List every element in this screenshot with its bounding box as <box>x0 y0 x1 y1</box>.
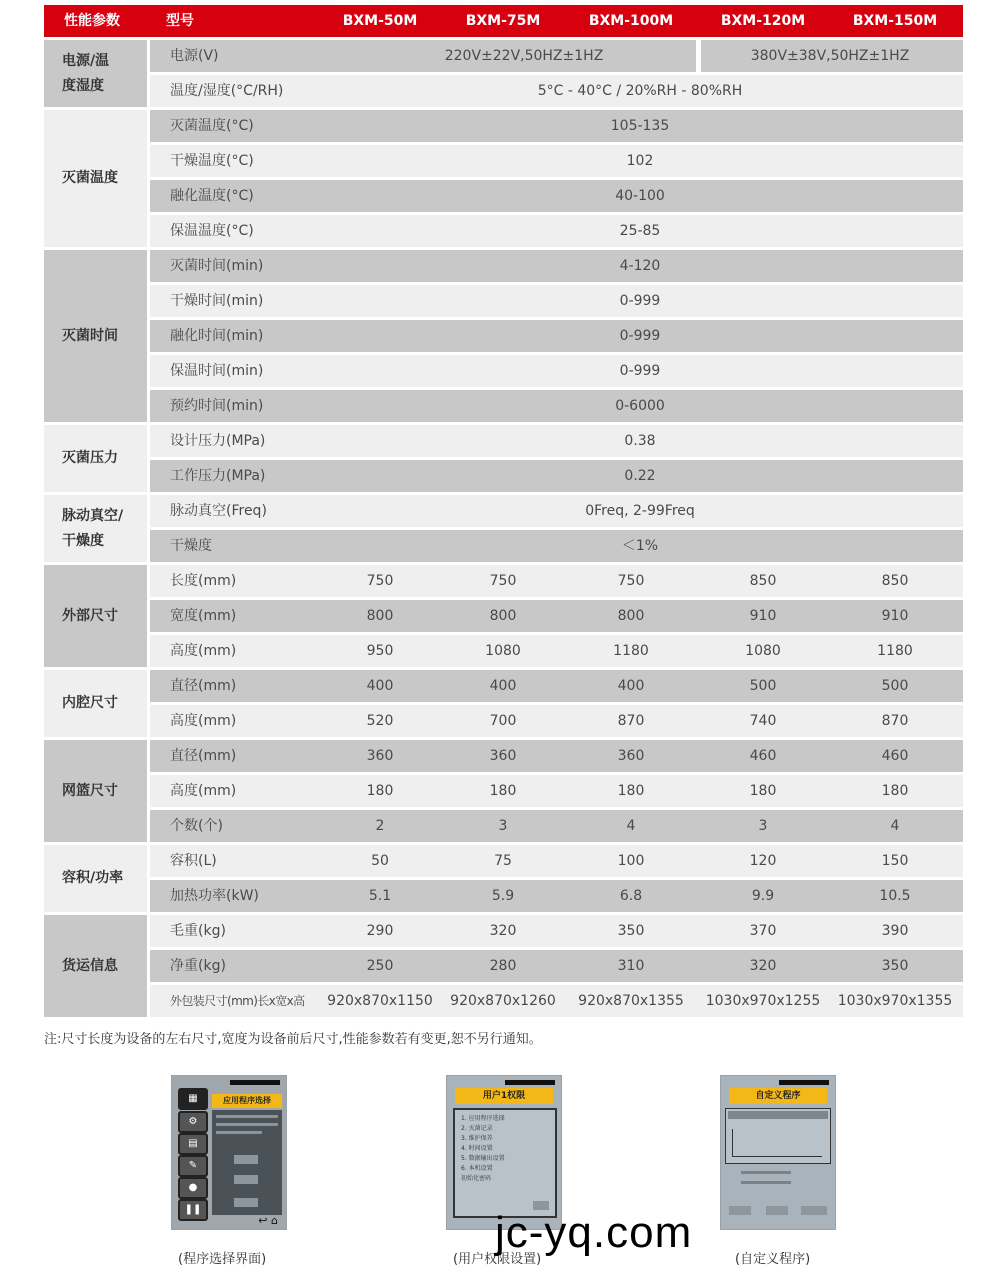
table-row <box>150 670 963 702</box>
table-row <box>150 495 963 527</box>
group-label: 容积/功率 <box>44 845 147 912</box>
param-label: 预约时间(min) <box>170 398 264 414</box>
table-row <box>150 530 963 562</box>
group-external-dimensions <box>44 565 963 667</box>
group-label-line: 电源/温 <box>62 52 110 69</box>
spec-table <box>44 5 963 1017</box>
group-sterilization-temperature <box>44 110 963 247</box>
value-cell: 400 <box>489 678 517 694</box>
caption: (程序选择界面) <box>178 1252 267 1267</box>
group-sterilization-pressure <box>44 425 963 492</box>
value-cell: 250 <box>366 958 394 974</box>
table-row <box>150 880 963 912</box>
value-cell: 910 <box>749 608 777 624</box>
value-cell: 370 <box>749 923 777 939</box>
value-cell: 102 <box>626 153 654 169</box>
table-row <box>150 810 963 842</box>
value-cell: 910 <box>881 608 909 624</box>
value-cell: 320 <box>489 923 517 939</box>
value-cell: 350 <box>881 958 909 974</box>
value-cell: 400 <box>366 678 394 694</box>
value-cell: 5.1 <box>368 888 392 904</box>
value-cell: 6.8 <box>619 888 643 904</box>
status-bar <box>779 1080 829 1085</box>
table-row <box>150 600 963 632</box>
table-row <box>150 145 963 177</box>
param-label: 长度(mm) <box>170 573 237 589</box>
value-cell: 180 <box>366 783 394 799</box>
param-label: 个数(个) <box>170 818 223 834</box>
group-label-line: 脉动真空/ <box>62 507 124 524</box>
screen-title: 应用程序选择 <box>212 1094 282 1108</box>
param-label: 干燥度 <box>170 538 212 554</box>
header-model: BXM-50M <box>342 13 418 29</box>
value-cell: 520 <box>366 713 394 729</box>
param-label: 灭菌时间(min) <box>170 258 264 274</box>
table-row <box>150 950 963 982</box>
value-cell: 0-999 <box>619 363 661 379</box>
param-label: 干燥温度(°C) <box>170 153 254 169</box>
wrench-icon: ✎ <box>178 1155 208 1177</box>
value-cell: 800 <box>489 608 517 624</box>
group-basket-dimensions <box>44 740 963 842</box>
value-cell: 75 <box>494 853 512 869</box>
value-cell: 920x870x1150 <box>327 993 433 1009</box>
screen-panel <box>212 1110 282 1215</box>
footnote: 注:尺寸长度为设备的左右尺寸,宽度为设备前后尺寸,性能参数若有变更,恕不另行通知。 <box>44 1032 542 1047</box>
param-label: 保温温度(°C) <box>170 223 254 239</box>
param-label: 宽度(mm) <box>170 608 237 624</box>
screenshot-user-permissions <box>446 1075 562 1230</box>
group-label <box>44 495 147 562</box>
value-cell: 9.9 <box>751 888 775 904</box>
menu-item: 4. 时间设置 <box>461 1145 493 1152</box>
value-cell: 920x870x1355 <box>578 993 684 1009</box>
value-cell: 150 <box>881 853 909 869</box>
value-cell: 180 <box>617 783 645 799</box>
value-cell: 750 <box>366 573 394 589</box>
value-cell: 40-100 <box>615 188 665 204</box>
record-icon: ▤ <box>178 1133 208 1155</box>
value-cell: 100 <box>617 853 645 869</box>
param-label: 高度(mm) <box>170 713 237 729</box>
group-label: 灭菌时间 <box>44 250 147 422</box>
value-cell: 50 <box>371 853 389 869</box>
value-cell: 740 <box>749 713 777 729</box>
divider <box>696 40 701 72</box>
param-label: 毛重(kg) <box>170 923 226 939</box>
table-row <box>150 285 963 317</box>
param-label: 容积(L) <box>170 853 217 869</box>
value-cell: 25-85 <box>619 223 661 239</box>
value-cell: 700 <box>489 713 517 729</box>
back-icon: ↩ ⌂ <box>258 1214 278 1227</box>
value-cell: 5.9 <box>491 888 515 904</box>
table-row <box>150 180 963 212</box>
group-label: 灭菌温度 <box>44 110 147 247</box>
value-cell: 105-135 <box>610 118 670 134</box>
program-icon: ▦ <box>178 1088 208 1110</box>
param-label: 净重(kg) <box>170 958 226 974</box>
message-icon: ● <box>178 1177 208 1199</box>
param-label: 直径(mm) <box>170 678 237 694</box>
screenshot-program-selection <box>171 1075 287 1230</box>
group-label: 内腔尺寸 <box>44 670 147 737</box>
value-cell: 1080 <box>485 643 521 659</box>
menu-item: 3. 维护保养 <box>461 1135 493 1142</box>
table-row <box>150 565 963 597</box>
value-cell: 1180 <box>613 643 649 659</box>
value-cell: 390 <box>881 923 909 939</box>
value-cell: 5°C - 40°C / 20%RH - 80%RH <box>537 83 743 99</box>
table-row <box>150 635 963 667</box>
param-label: 外包装尺寸(mm)长x宽x高 <box>170 994 305 1008</box>
group-sterilization-time <box>44 250 963 422</box>
value-cell: 0.38 <box>624 433 656 449</box>
status-bar <box>230 1080 280 1085</box>
table-row <box>150 320 963 352</box>
header-model: BXM-75M <box>465 13 541 29</box>
group-label <box>44 40 147 107</box>
value-cell: 850 <box>881 573 909 589</box>
value-cell: ＜1% <box>621 538 659 554</box>
header-model: BXM-150M <box>852 13 938 29</box>
header-category: 性能参数 <box>64 13 120 29</box>
pause-icon: ❚❚ <box>178 1199 208 1221</box>
table-row <box>150 215 963 247</box>
value-cell: 0-6000 <box>615 398 665 414</box>
menu-item: 1. 应用程序选择 <box>461 1115 505 1122</box>
value-cell: 280 <box>489 958 517 974</box>
value-cell: 0-999 <box>619 328 661 344</box>
value-cell: 400 <box>617 678 645 694</box>
screen-panel <box>453 1108 557 1218</box>
menu-item: 6. 本机设置 <box>461 1165 493 1172</box>
value-cell: 1030x970x1355 <box>837 993 953 1009</box>
table-row <box>150 740 963 772</box>
value-cell: 360 <box>366 748 394 764</box>
value-cell: 850 <box>749 573 777 589</box>
caption: (用户权限设置) <box>453 1252 542 1267</box>
table-row <box>150 250 963 282</box>
status-bar <box>505 1080 555 1085</box>
value-cell: 4 <box>626 818 636 834</box>
table-row <box>150 845 963 877</box>
param-label: 融化温度(°C) <box>170 188 254 204</box>
param-label: 灭菌温度(°C) <box>170 118 254 134</box>
value-cell: 0.22 <box>624 468 656 484</box>
value-cell: 460 <box>749 748 777 764</box>
group-pulse-vacuum <box>44 495 963 562</box>
table-row <box>150 705 963 737</box>
screen-button <box>766 1206 788 1215</box>
value-cell: 220V±22V,50HZ±1HZ <box>444 48 604 64</box>
value-cell: 120 <box>749 853 777 869</box>
param-line <box>741 1181 791 1184</box>
value-cell: 750 <box>489 573 517 589</box>
value-cell: 500 <box>749 678 777 694</box>
table-row <box>150 390 963 422</box>
table-row <box>150 915 963 947</box>
group-label: 网篮尺寸 <box>44 740 147 842</box>
screen-title: 用户1权限 <box>455 1088 553 1104</box>
param-label: 保温时间(min) <box>170 363 264 379</box>
group-label: 外部尺寸 <box>44 565 147 667</box>
caption: (自定义程序) <box>735 1252 811 1267</box>
screen-title: 自定义程序 <box>729 1088 827 1104</box>
menu-item: 2. 灭菌记录 <box>461 1125 493 1132</box>
param-label: 温度/湿度(°C/RH) <box>170 83 284 99</box>
value-cell: 1080 <box>745 643 781 659</box>
table-row <box>150 460 963 492</box>
value-cell: 380V±38V,50HZ±1HZ <box>750 48 910 64</box>
value-cell: 180 <box>881 783 909 799</box>
screen-button <box>234 1198 258 1207</box>
param-label: 直径(mm) <box>170 748 237 764</box>
value-cell: 0-999 <box>619 293 661 309</box>
table-row <box>150 110 963 142</box>
settings-icon: ⚙ <box>178 1111 208 1133</box>
value-cell: 460 <box>881 748 909 764</box>
value-cell: 10.5 <box>879 888 911 904</box>
screen-button <box>729 1206 751 1215</box>
group-volume-power <box>44 845 963 912</box>
param-label: 高度(mm) <box>170 783 237 799</box>
table-row <box>150 355 963 387</box>
group-chamber-dimensions <box>44 670 963 737</box>
value-cell: 4-120 <box>619 258 661 274</box>
group-label: 货运信息 <box>44 915 147 1017</box>
screen-button <box>234 1175 258 1184</box>
value-cell: 290 <box>366 923 394 939</box>
group-label-line: 度湿度 <box>62 77 104 94</box>
header-param: 型号 <box>166 13 194 29</box>
value-cell: 870 <box>881 713 909 729</box>
table-header <box>44 5 963 37</box>
param-label: 电源(V) <box>170 48 219 64</box>
table-row <box>150 985 963 1017</box>
group-label-line: 干燥度 <box>62 532 104 549</box>
value-cell: 500 <box>881 678 909 694</box>
param-label: 融化时间(min) <box>170 328 264 344</box>
value-cell: 180 <box>749 783 777 799</box>
group-label: 灭菌压力 <box>44 425 147 492</box>
value-cell: 350 <box>617 923 645 939</box>
value-cell: 3 <box>498 818 508 834</box>
value-cell: 4 <box>890 818 900 834</box>
menu-item: 初始化密码 <box>461 1175 492 1182</box>
table-row <box>150 40 963 72</box>
value-cell: 800 <box>366 608 394 624</box>
screen-button <box>234 1155 258 1164</box>
table-row <box>150 775 963 807</box>
chart-panel <box>725 1108 831 1164</box>
value-cell: 360 <box>489 748 517 764</box>
param-line <box>741 1171 791 1174</box>
value-cell: 0Freq, 2-99Freq <box>585 503 695 519</box>
value-cell: 800 <box>617 608 645 624</box>
menu-item: 5. 数据输出设置 <box>461 1155 505 1162</box>
screen-button <box>801 1206 827 1215</box>
param-label: 脉动真空(Freq) <box>170 503 267 519</box>
screenshot-custom-program <box>720 1075 836 1230</box>
table-row <box>150 75 963 107</box>
header-model: BXM-120M <box>720 13 806 29</box>
header-model: BXM-100M <box>588 13 674 29</box>
value-cell: 920x870x1260 <box>450 993 556 1009</box>
param-label: 干燥时间(min) <box>170 293 264 309</box>
watermark: jc-yq.com <box>495 1208 693 1257</box>
value-cell: 320 <box>749 958 777 974</box>
value-cell: 870 <box>617 713 645 729</box>
value-cell: 950 <box>366 643 394 659</box>
param-label: 工作压力(MPa) <box>170 468 266 484</box>
param-label: 高度(mm) <box>170 643 237 659</box>
value-cell: 2 <box>375 818 385 834</box>
table-row <box>150 425 963 457</box>
value-cell: 3 <box>758 818 768 834</box>
value-cell: 310 <box>617 958 645 974</box>
param-label: 加热功率(kW) <box>170 888 259 904</box>
group-shipping-info <box>44 915 963 1017</box>
value-cell: 1180 <box>877 643 913 659</box>
value-cell: 180 <box>489 783 517 799</box>
group-power <box>44 40 963 107</box>
param-label: 设计压力(MPa) <box>170 433 266 449</box>
value-cell: 750 <box>617 573 645 589</box>
value-cell: 1030x970x1255 <box>705 993 821 1009</box>
value-cell: 360 <box>617 748 645 764</box>
